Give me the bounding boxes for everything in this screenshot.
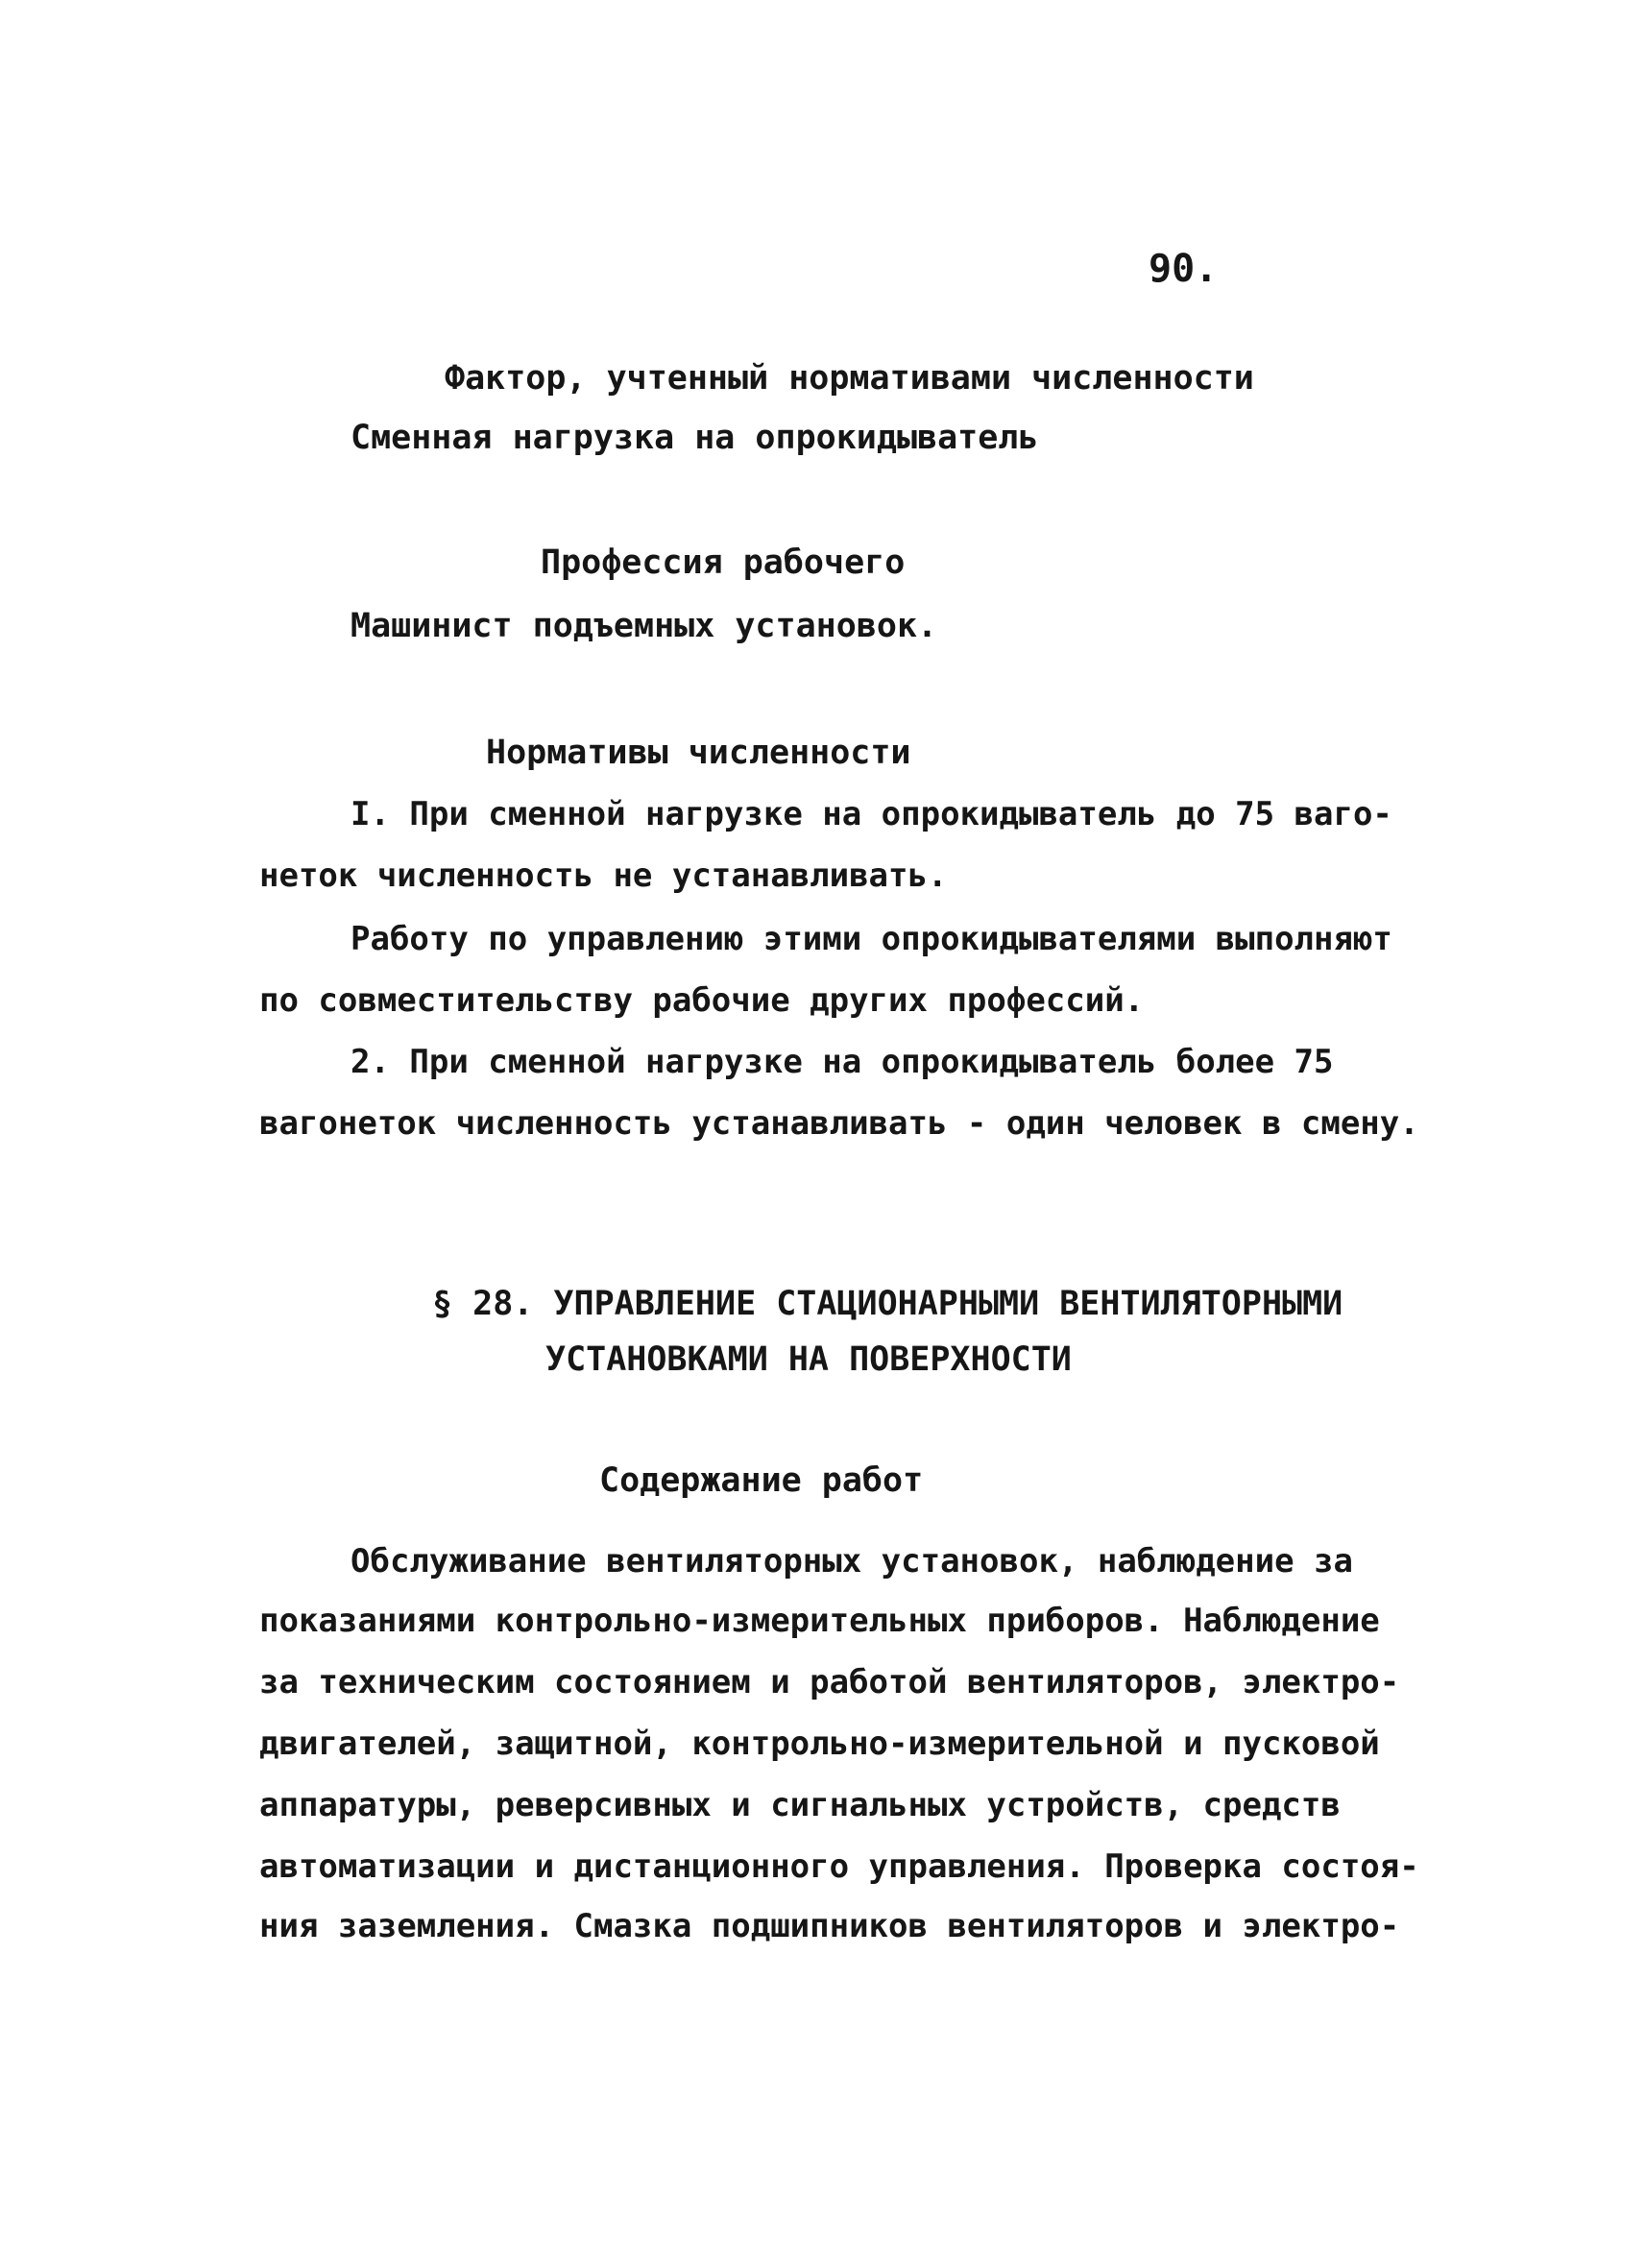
section-line: двигателей, защитной, контрольно-измерительной и пусковой: [259, 1725, 1380, 1763]
section-line: автоматизации и дистанционного управления. Проверка состоя-: [259, 1847, 1419, 1886]
section-line: Обслуживание вентиляторных установок, наблюдение за: [351, 1542, 1353, 1580]
profession-heading: Профессия рабочего: [541, 543, 906, 582]
profession-text: Машинист подъемных установок.: [351, 607, 938, 645]
factor-heading: Фактор, учтенный нормативами численности: [445, 359, 1254, 398]
norms-line: Работу по управлению этими опрокидывателями выполняют: [351, 920, 1392, 958]
norms-line: по совместительству рабочие других профессий.: [259, 981, 1145, 1020]
section-line: аппаратуры, реверсивных и сигнальных устройств, средств: [259, 1786, 1341, 1824]
norms-line: 2. При сменной нагрузке на опрокидыватель более 75: [351, 1043, 1334, 1081]
norms-line: неток численность не устанавливать.: [259, 857, 948, 895]
section-line: показаниями контрольно-измерительных приборов. Наблюдение: [259, 1602, 1380, 1640]
section-line: ния заземления. Смазка подшипников вентиляторов и электро-: [259, 1907, 1400, 1945]
norms-line: I. При сменной нагрузке на опрокидыватель до 75 ваго-: [351, 795, 1392, 833]
norms-line: вагонеток численность устанавливать - один человек в смену.: [259, 1104, 1419, 1143]
section-title-continued: УСТАНОВКАМИ НА ПОВЕРХНОСТИ: [545, 1340, 1072, 1379]
section-line: за техническим состоянием и работой вентиляторов, электро-: [259, 1663, 1400, 1701]
page-number: 90.: [1149, 247, 1219, 291]
norms-heading: Нормативы численности: [486, 734, 911, 772]
section-title: § 28. УПРАВЛЕНИЕ СТАЦИОНАРНЫМИ ВЕНТИЛЯТОРНЫМИ: [432, 1285, 1343, 1323]
factor-text: Сменная нагрузка на опрокидыватель: [351, 419, 1039, 457]
section-subheading: Содержание работ: [599, 1461, 924, 1500]
